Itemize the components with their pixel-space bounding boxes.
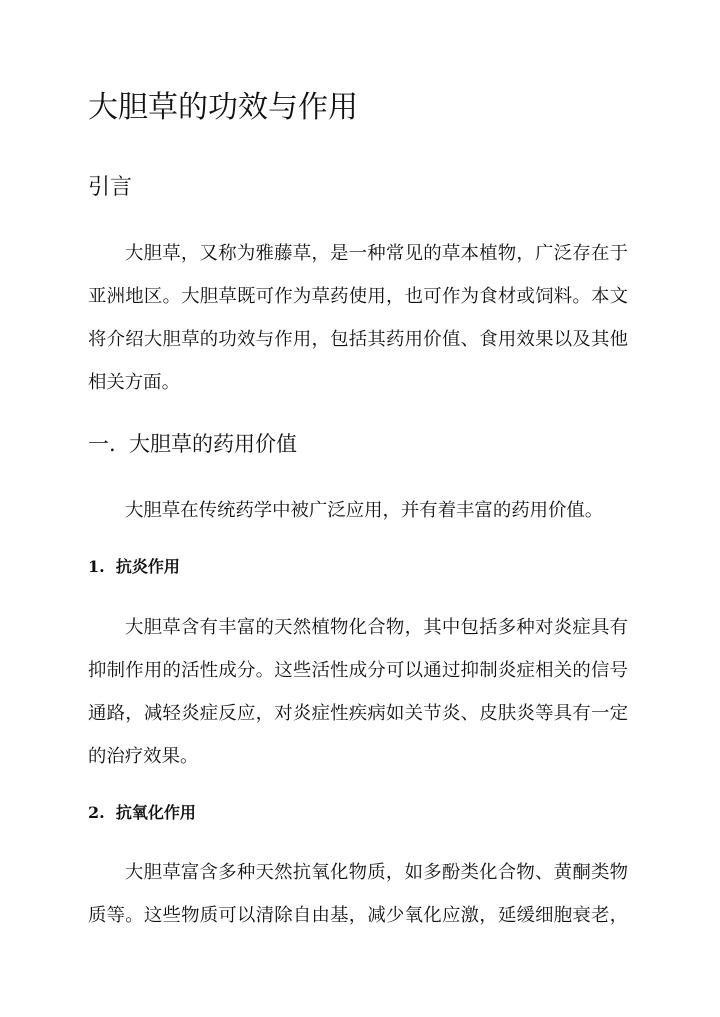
intro-paragraph (88, 232, 628, 404)
intro-heading: 引言 (88, 175, 133, 200)
paragraph-line: 抑制作用的活性成分。这些活性成分可以通过抑制炎症相关的信号 (88, 660, 628, 681)
section1-paragraph (88, 489, 628, 532)
sub1-heading: 1. 抗炎作用 (88, 557, 180, 576)
paragraph-line: 亚洲地区。大胆草既可作为草药使用，也可作为食材或饲料。本文 (88, 286, 628, 307)
sub1-paragraph (88, 606, 628, 778)
section1-heading: 一. 大胆草的药用价值 (88, 432, 298, 456)
sub2-paragraph (88, 851, 628, 937)
paragraph-line: 大胆草，又称为雅藤草，是一种常见的草本植物，广泛存在于 (125, 243, 628, 264)
paragraph-line: 大胆草含有丰富的天然植物化合物，其中包括多种对炎症具有 (125, 617, 628, 638)
paragraph-line: 的治疗效果。 (88, 746, 199, 767)
page-title: 大胆草的功效与作用 (88, 90, 358, 125)
paragraph-line: 大胆草在传统药学中被广泛应用，并有着丰富的药用价值。 (125, 500, 604, 521)
paragraph-line: 质等。这些物质可以清除自由基，减少氧化应激，延缓细胞衰老， (88, 905, 628, 926)
paragraph-line: 大胆草富含多种天然抗氧化物质，如多酚类化合物、黄酮类物 (125, 862, 628, 883)
paragraph-line: 相关方面。 (88, 372, 180, 393)
paragraph-line: 将介绍大胆草的功效与作用，包括其药用价值、食用效果以及其他 (88, 329, 628, 350)
sub2-heading: 2. 抗氧化作用 (88, 803, 196, 822)
paragraph-line: 通路，减轻炎症反应，对炎症性疾病如关节炎、皮肤炎等具有一定 (88, 703, 628, 724)
